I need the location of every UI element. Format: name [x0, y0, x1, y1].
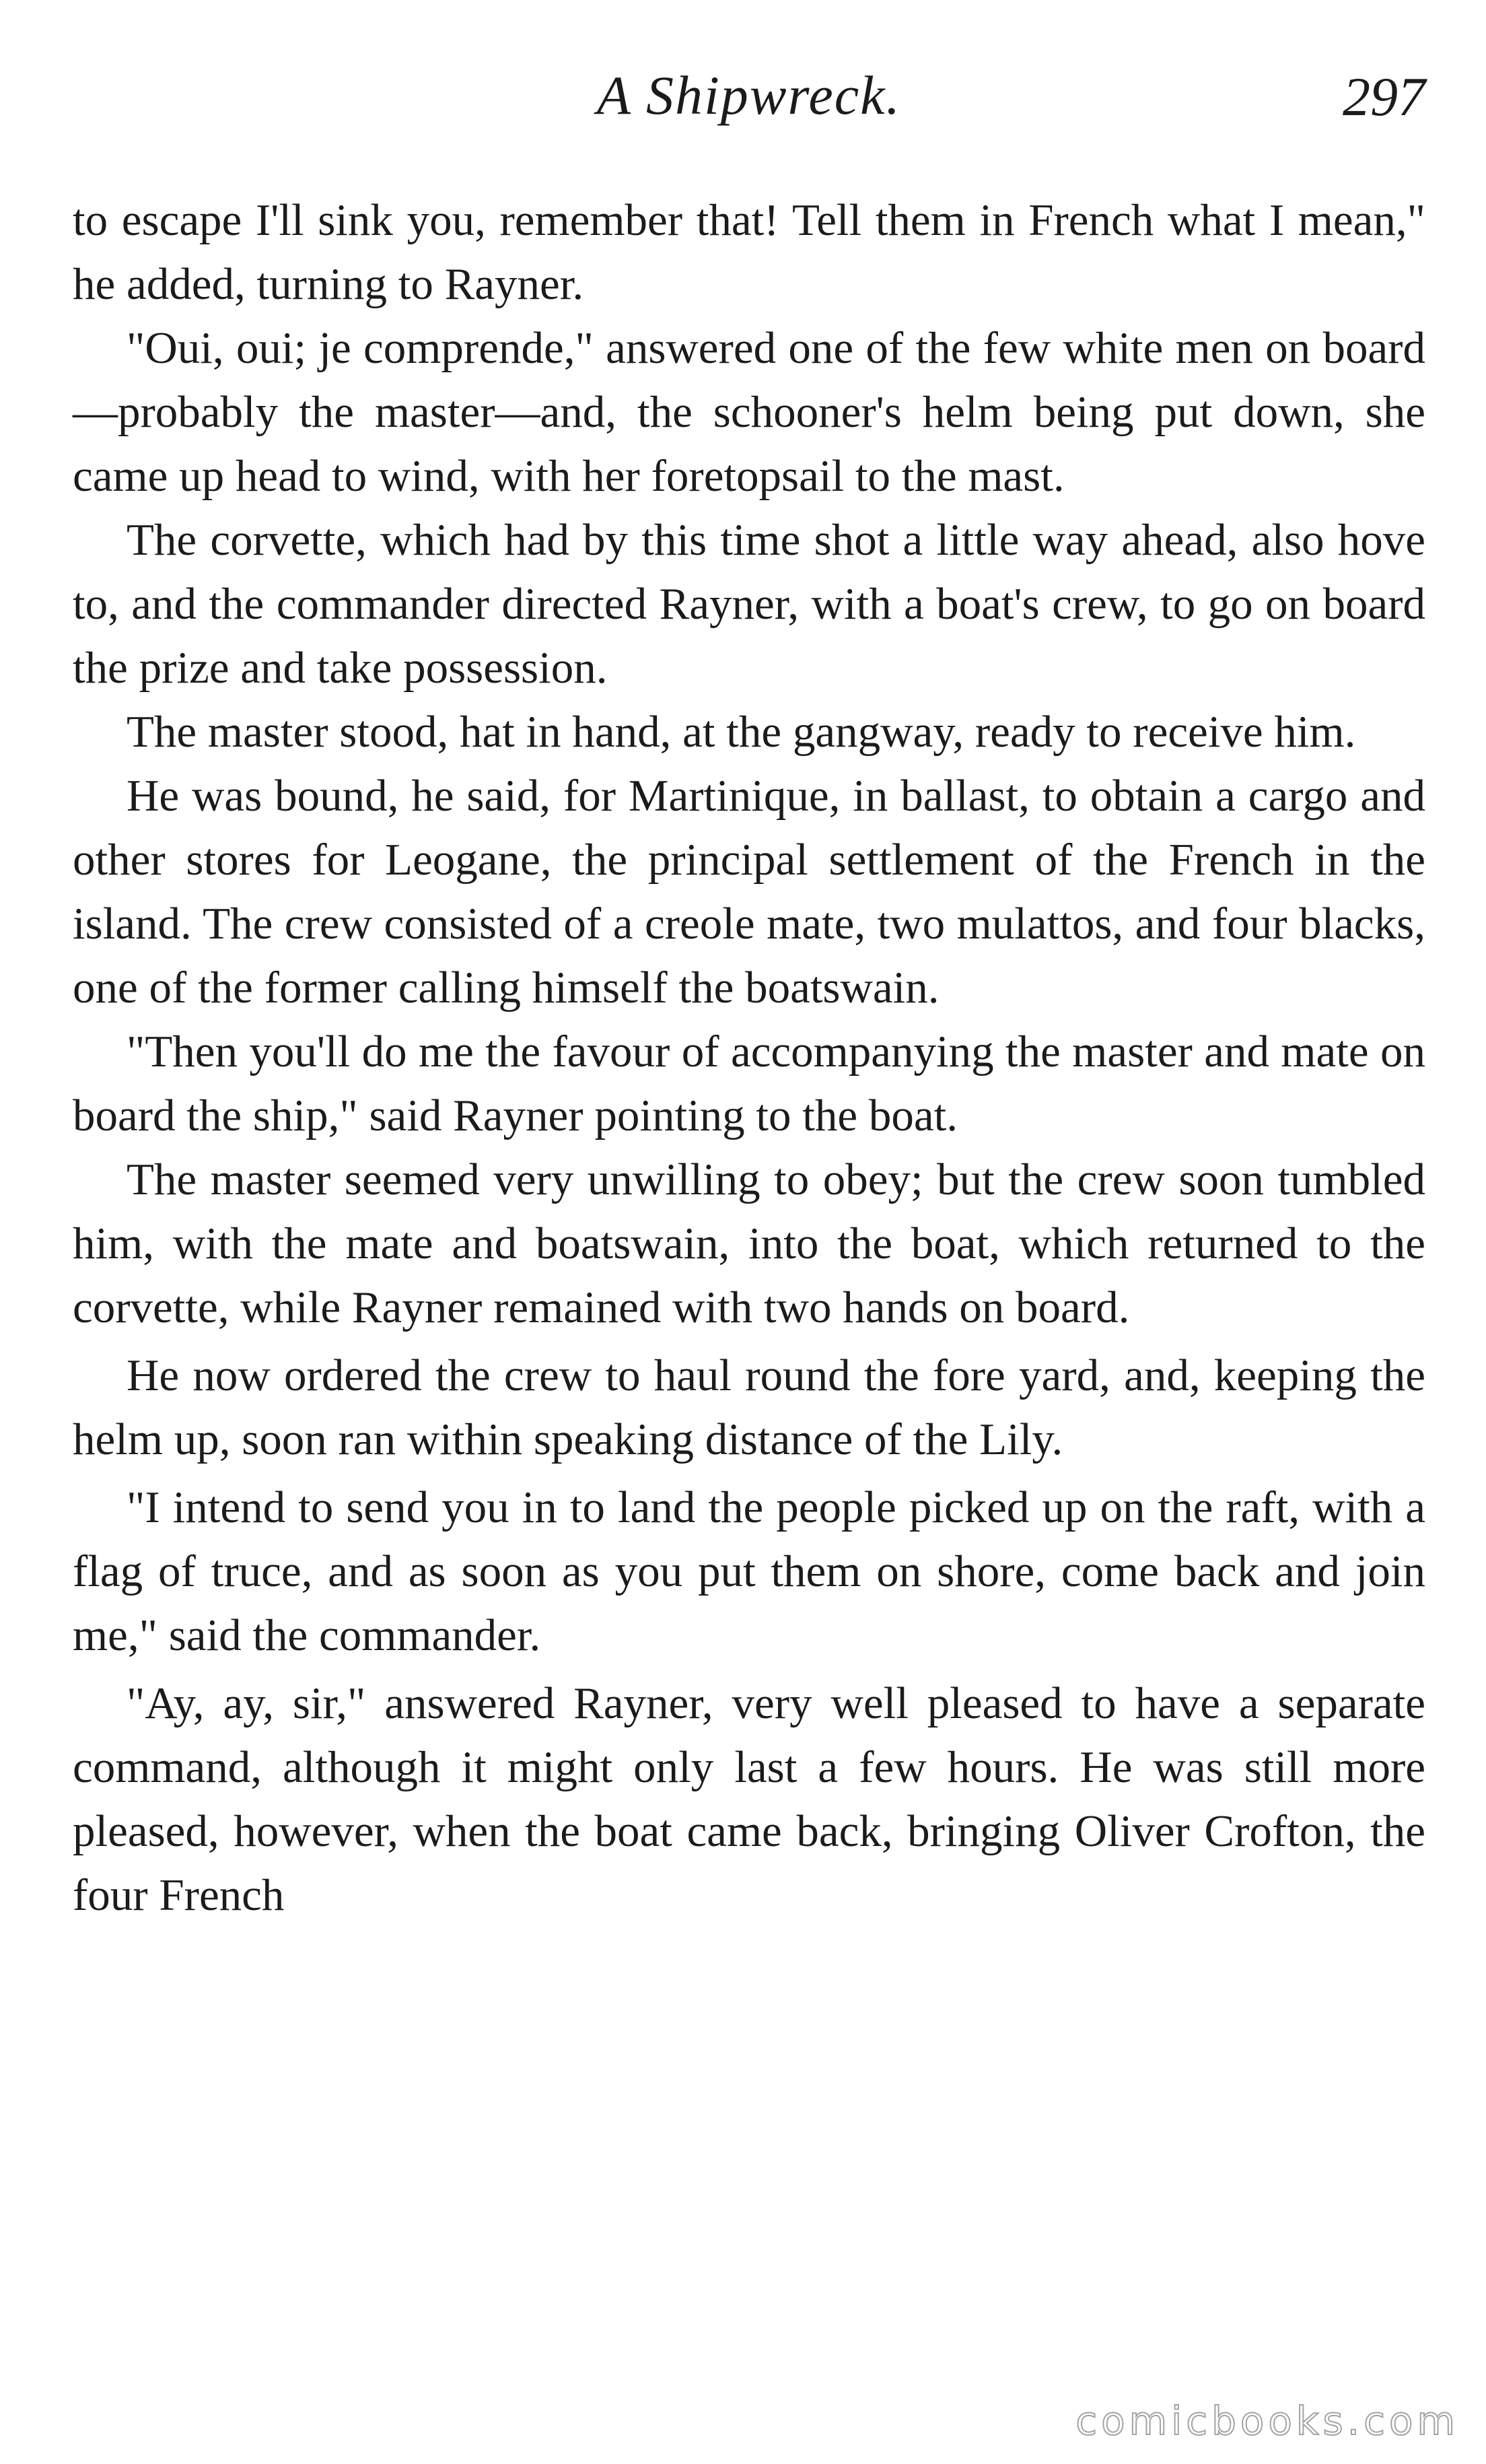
watermark: comicbooks.com: [1075, 2398, 1459, 2444]
book-page: [73, 0, 1425, 2464]
running-head: [73, 64, 1425, 145]
paragraph-5: He was bound, he said, for Martinique, in ballast, to obtain a cargo and other stores for Leogane, the principal settlement of the French in the island. The crew consisted of a creole mate, two mulattos, and four blacks, one of the former calling himself the boatswain.: [73, 771, 1425, 1013]
paragraph-8: He now ordered the crew to haul round the fore yard, and, keeping the helm up, soon ran within speaking distance of the Lily.: [73, 1350, 1425, 1464]
paragraph-7: The master seemed very unwilling to obey; but the crew soon tumbled him, with the mate and boatswain, into the boat, which returned to the corvette, while Rayner remained with two hands on board.: [73, 1155, 1425, 1332]
paragraph-1: to escape I'll sink you, remember that! Tell them in French what I mean," he added, turning to Rayner.: [73, 195, 1425, 309]
paragraph-2: "Oui, oui; je comprende," answered one of the few white men on board—probably the master—and, the schooner's helm being put down, she came up head to wind, with her foretopsail to the mast.: [73, 323, 1425, 501]
paragraph-4: The master stood, hat in hand, at the gangway, ready to receive him.: [127, 707, 1356, 757]
paragraph-6: "Then you'll do me the favour of accompanying the master and mate on board the ship," said Rayner pointing to the boat.: [73, 1027, 1425, 1140]
paragraph-9: "I intend to send you in to land the people picked up on the raft, with a flag of truce, and as soon as you put them on shore, come back and join me," said the commander.: [73, 1482, 1425, 1660]
paragraph-10: "Ay, ay, sir," answered Rayner, very well pleased to have a separate command, although it might only last a few hours. He was still more pleased, however, when the boat came back, bringing Oliver Crofton, the four French: [73, 1678, 1425, 1920]
paragraph-3: The corvette, which had by this time shot a little way ahead, also hove to, and the commander directed Rayner, with a boat's crew, to go on board the prize and take possession.: [73, 515, 1425, 693]
body-text: [73, 189, 1425, 1927]
chapter-title: A Shipwreck.: [596, 65, 902, 126]
page-number: 297: [1343, 66, 1425, 127]
